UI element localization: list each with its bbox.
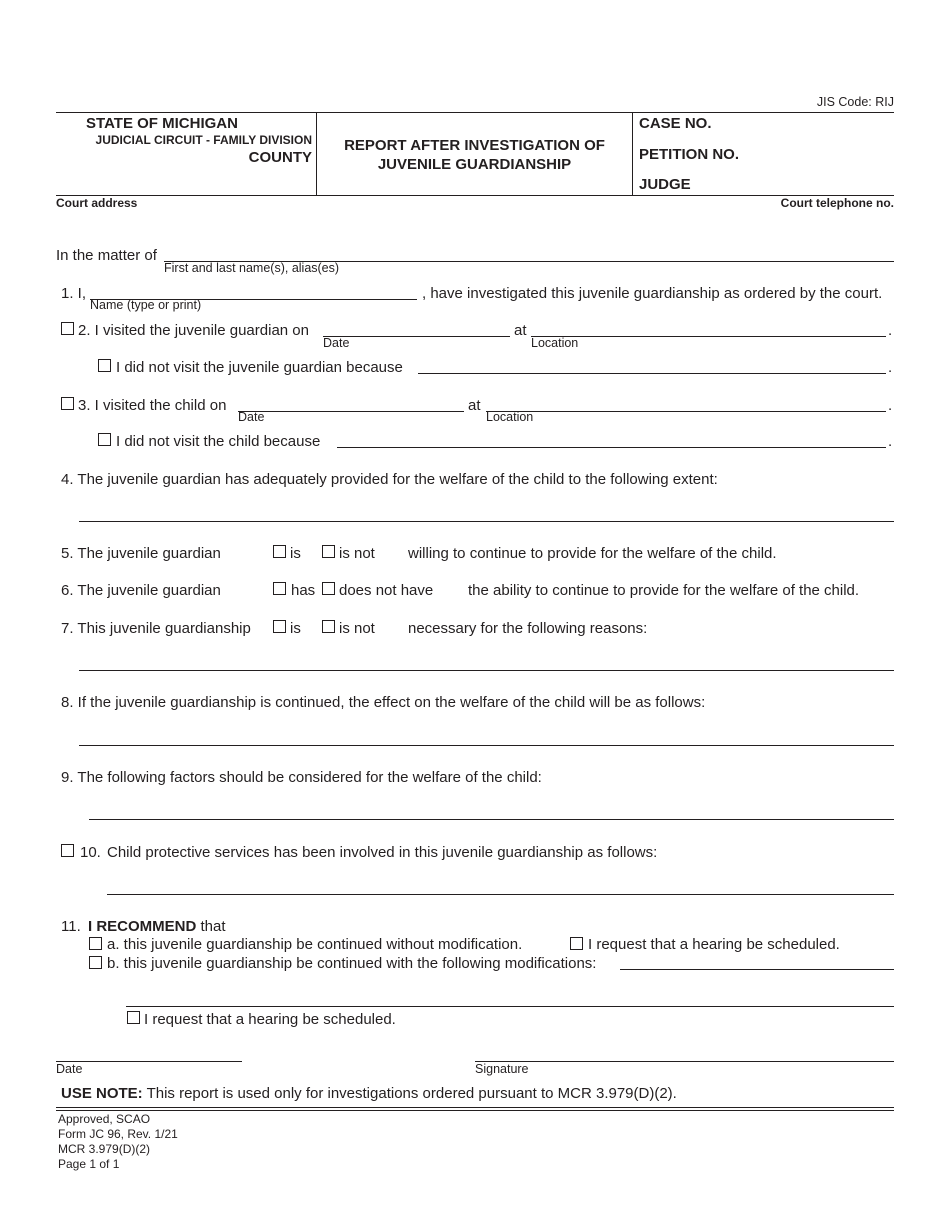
- item-6-text: 6. The juvenile guardian: [61, 582, 221, 599]
- item-2b-text: I did not visit the juvenile guardian because: [116, 359, 403, 376]
- guardian-visit-date-field[interactable]: [323, 336, 510, 337]
- item-9-text: 9. The following factors should be considered for the welfare of the child:: [61, 769, 542, 786]
- matter-caption: First and last name(s), alias(es): [164, 261, 340, 275]
- item-7-isnot-checkbox[interactable]: [322, 620, 335, 633]
- item-4-response-field[interactable]: [79, 521, 894, 522]
- footer-divider-bottom: [56, 1110, 894, 1111]
- date-field[interactable]: [56, 1061, 242, 1062]
- court-type: JUDICIAL CIRCUIT - FAMILY DIVISION: [95, 133, 312, 147]
- child-no-visit-reason-field[interactable]: [337, 447, 886, 448]
- item-1-text: , have investigated this juvenile guardianship as ordered by the court.: [422, 285, 883, 302]
- item-10-number: 10.: [80, 844, 101, 861]
- matter-label: In the matter of: [56, 247, 157, 264]
- item-2-period: .: [888, 322, 893, 339]
- item-6-has-label: has: [291, 582, 316, 599]
- item-1-caption: Name (type or print): [90, 298, 202, 312]
- item-11b-checkbox[interactable]: [89, 956, 102, 969]
- item-11a-hearing-checkbox[interactable]: [570, 937, 583, 950]
- footer-divider-top: [56, 1107, 894, 1108]
- form-title-line1: REPORT AFTER INVESTIGATION OF: [344, 137, 605, 154]
- item-8-response-field[interactable]: [79, 745, 894, 746]
- recommend-label: I RECOMMEND: [88, 918, 197, 935]
- item-8-text: 8. If the juvenile guardianship is continued, the effect on the welfare of the child will be as follows:: [61, 694, 706, 711]
- use-note-text: This report is used only for investigations ordered pursuant to MCR 3.979(D)(2).: [146, 1085, 677, 1102]
- item-2b-checkbox[interactable]: [98, 359, 111, 372]
- court-telephone-label: Court telephone no.: [780, 196, 894, 210]
- item-3-text: 3. I visited the child on: [78, 397, 227, 414]
- item-11b-hearing-checkbox[interactable]: [127, 1011, 140, 1024]
- item-7-isnot-label: is not: [339, 620, 375, 637]
- item-3b-period: .: [888, 433, 893, 450]
- child-visit-date-field[interactable]: [238, 411, 464, 412]
- date-label: Date: [56, 1062, 83, 1076]
- item-3-period: .: [888, 397, 893, 414]
- item-4-text: 4. The juvenile guardian has adequately provided for the welfare of the child to the following extent:: [61, 471, 718, 488]
- state-title: STATE OF MICHIGAN: [86, 115, 238, 132]
- item-11-heading: [88, 918, 226, 935]
- item-11b-text: b. this juvenile guardianship be continued with the following modifications:: [107, 955, 597, 972]
- child-visit-location-field[interactable]: [486, 411, 886, 412]
- item-11a-checkbox[interactable]: [89, 937, 102, 950]
- use-note: [61, 1085, 677, 1102]
- item-5-isnot-label: is not: [339, 545, 375, 562]
- item-7-is-label: is: [290, 620, 301, 637]
- item-3-at: at: [468, 397, 481, 414]
- item-5-rest: willing to continue to provide for the welfare of the child.: [408, 545, 777, 562]
- item-3b-text: I did not visit the child because: [116, 433, 321, 450]
- item-7-is-checkbox[interactable]: [273, 620, 286, 633]
- item-10-response-field[interactable]: [107, 894, 894, 895]
- item-7-rest: necessary for the following reasons:: [408, 620, 648, 637]
- item-2-at: at: [514, 322, 527, 339]
- judge-label: JUDGE: [639, 176, 691, 193]
- item-5-is-checkbox[interactable]: [273, 545, 286, 558]
- item-6-doesnot-checkbox[interactable]: [322, 582, 335, 595]
- item-3-date-caption: Date: [238, 410, 265, 424]
- item-6-has-checkbox[interactable]: [273, 582, 286, 595]
- item-7-response-field[interactable]: [79, 670, 894, 671]
- item-2-text: 2. I visited the juvenile guardian on: [78, 322, 309, 339]
- item-11a-text: a. this juvenile guardianship be continued without modification.: [107, 936, 523, 953]
- item-10-checkbox[interactable]: [61, 844, 74, 857]
- use-note-label: USE NOTE:: [61, 1085, 143, 1102]
- county-label: COUNTY: [248, 149, 312, 166]
- guardian-visit-location-field[interactable]: [531, 336, 886, 337]
- item-3-checkbox[interactable]: [61, 397, 74, 410]
- item-5-text: 5. The juvenile guardian: [61, 545, 221, 562]
- item-5-isnot-checkbox[interactable]: [322, 545, 335, 558]
- item-2-location-caption: Location: [531, 336, 579, 350]
- item-6-doesnot-label: does not have: [339, 582, 434, 599]
- petition-no-label: PETITION NO.: [639, 146, 740, 163]
- item-2b-period: .: [888, 359, 893, 376]
- guardian-no-visit-reason-field[interactable]: [418, 373, 886, 374]
- item-5-is-label: is: [290, 545, 301, 562]
- item-1-number: 1. I,: [61, 285, 87, 302]
- item-3-location-caption: Location: [486, 410, 534, 424]
- modifications-field-line2[interactable]: [126, 1006, 894, 1007]
- item-11a-hearing-text: I request that a hearing be scheduled.: [588, 936, 840, 953]
- footer-mcr: MCR 3.979(D)(2): [58, 1142, 151, 1156]
- item-6-rest: the ability to continue to provide for the welfare of the child.: [468, 582, 860, 599]
- footer-form: Form JC 96, Rev. 1/21: [58, 1127, 178, 1141]
- item-2-date-caption: Date: [323, 336, 350, 350]
- court-address-label: Court address: [56, 196, 138, 210]
- case-no-label: CASE NO.: [639, 115, 712, 132]
- item-11b-hearing-text: I request that a hearing be scheduled.: [144, 1011, 396, 1028]
- header-box: [56, 112, 894, 196]
- item-7-text: 7. This juvenile guardianship: [61, 620, 251, 637]
- item-3b-checkbox[interactable]: [98, 433, 111, 446]
- recommend-that: that: [200, 918, 226, 935]
- item-11-number: 11.: [61, 918, 81, 935]
- signature-label: Signature: [475, 1062, 529, 1076]
- footer-page: Page 1 of 1: [58, 1157, 120, 1171]
- signature-field[interactable]: [475, 1061, 894, 1062]
- item-9-response-field[interactable]: [89, 819, 894, 820]
- item-2-checkbox[interactable]: [61, 322, 74, 335]
- modifications-field-line1[interactable]: [620, 969, 894, 970]
- jis-code: JIS Code: RIJ: [816, 95, 894, 109]
- form-title-line2: JUVENILE GUARDIANSHIP: [377, 156, 572, 173]
- footer-approved: Approved, SCAO: [58, 1112, 151, 1126]
- item-10-text: Child protective services has been involved in this juvenile guardianship as follows:: [107, 844, 658, 861]
